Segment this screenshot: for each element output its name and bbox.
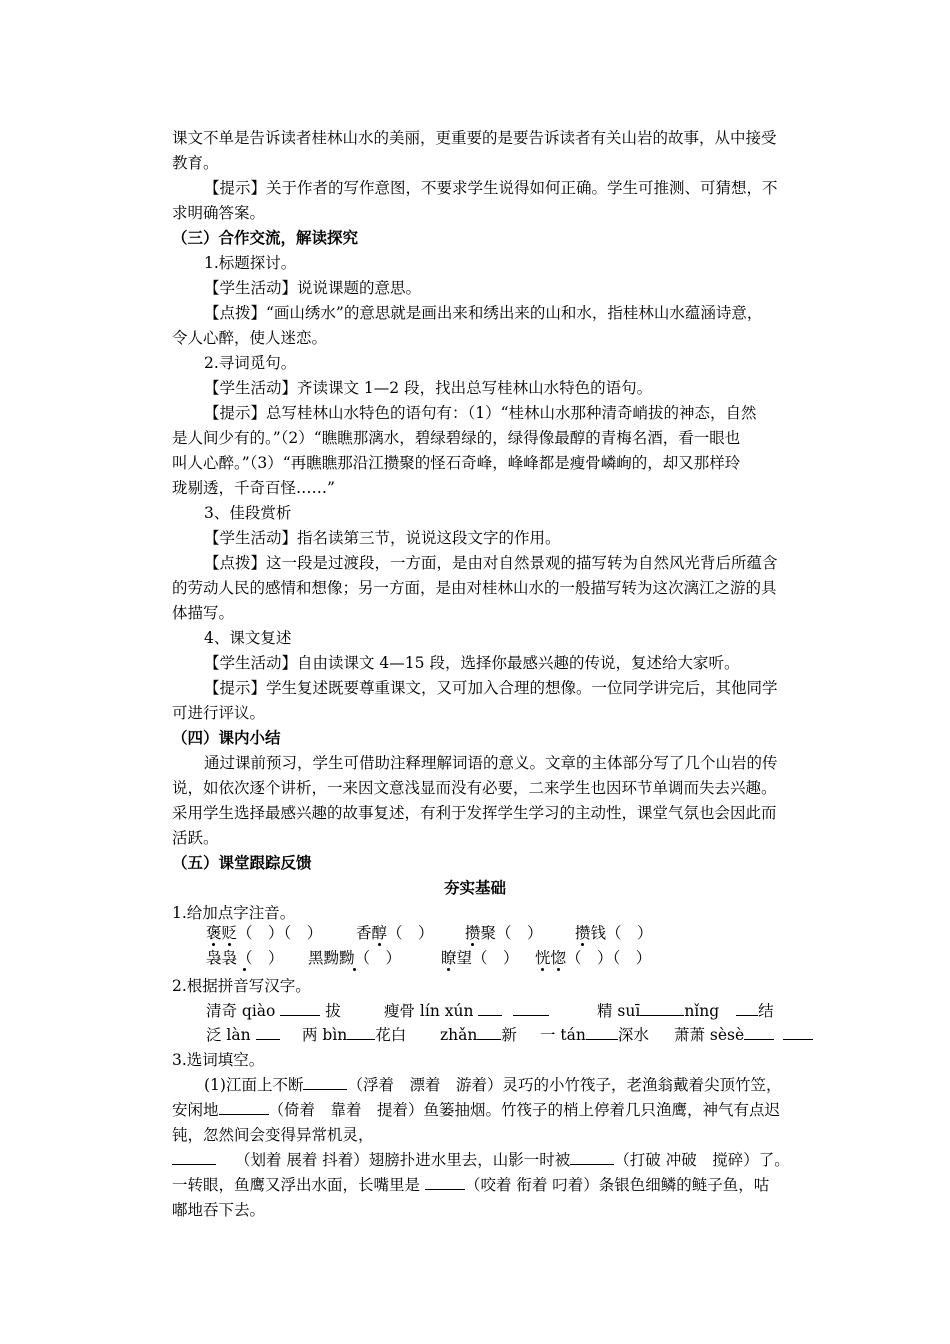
question-1-item xyxy=(206,947,284,969)
question-2-row-1: 清奇 qiào 拔 xyxy=(206,1002,341,1020)
dotted-char: 褒 xyxy=(206,924,222,942)
answer-blank[interactable] xyxy=(172,1150,216,1165)
question-2-item: zhǎn 新 xyxy=(440,1026,517,1044)
text-line: 【提示】总写桂林山水特色的语句有：（1）“桂林山水那种清奇峭拔的神态，自然 xyxy=(204,404,757,422)
text-line: 【提示】关于作者的写作意图，不要求学生说得如何正确。学生可推测、可猜想，不 xyxy=(204,179,778,197)
text-line: 嘟地吞下去。 xyxy=(172,1201,266,1219)
answer-blank[interactable] xyxy=(744,1025,774,1040)
answer-blank[interactable] xyxy=(586,1025,618,1040)
dotted-char: 攒 xyxy=(465,924,481,942)
question-1-item xyxy=(308,947,401,969)
text-line: 钝，忽然间会变得异常机灵， xyxy=(172,1126,374,1144)
answer-blank[interactable] xyxy=(513,1001,549,1016)
text-line: 是人间少有的。”（2）“瞧瞧那漓水，碧绿碧绿的，绿得像最醇的青梅名酒，看一眼也 xyxy=(172,429,741,447)
question-1-item: 恍惚（ ）（ ） xyxy=(535,949,652,967)
text-line: 2.寻词觅句。 xyxy=(204,354,297,372)
text-line: 活跃。 xyxy=(172,829,219,847)
text-line: 可进行评议。 xyxy=(172,704,266,722)
text-line: 【提示】学生复述既要尊重课文，又可加入合理的想像。一位同学讲完后，其他同学 xyxy=(204,679,778,697)
answer-blank[interactable] xyxy=(303,1075,347,1090)
question-2-item: 两 bìn 花白 xyxy=(302,1026,407,1044)
text-line: （划着 展着 抖着）翅膀扑进水里去，山影一时被 （打破 冲破 搅碎）了。 xyxy=(172,1150,790,1170)
question-1-item: 瞭望（ ） xyxy=(441,949,519,967)
question-1-row-1: 褒贬（ ）（ ） xyxy=(206,924,323,942)
text-line: 【学生活动】自由读课文 4—15 段，选择你最感兴趣的传说，复述给大家听。 xyxy=(204,654,740,672)
text-line: 一转眼，鱼鹰又浮出水面，长嘴里是 （咬着 衔着 叼着）条银色细鳞的鲢子鱼，咕 xyxy=(172,1176,770,1194)
dotted-char: 醇 xyxy=(371,924,388,942)
text-line: 说，如依次逐个讲析，一来因文意浅显而没有必要，二来学生也因环节单调而失去兴趣。 xyxy=(172,779,777,797)
question-2-item: 萧萧 sèsè xyxy=(674,1024,813,1046)
answer-blank[interactable] xyxy=(280,1001,320,1016)
dotted-char: 袅袅（ ） xyxy=(206,949,284,967)
answer-blank[interactable] xyxy=(425,1175,465,1190)
dotted-char: 惚 xyxy=(550,949,567,967)
answer-blank[interactable] xyxy=(347,1025,375,1040)
exercise-heading: 夯实基础 xyxy=(443,878,506,897)
text-line: 3、佳段赏析 xyxy=(204,504,292,522)
dotted-char: 黑黝黝（ ） xyxy=(308,949,402,967)
text-line: 4、课文复述 xyxy=(204,629,292,647)
answer-blank[interactable] xyxy=(219,1100,269,1115)
text-line: 【学生活动】指名读第三节，说说这段文字的作用。 xyxy=(204,529,561,547)
question-1-item: 攒聚（ ） xyxy=(465,924,543,942)
text-line: 【点拨】这一段是过渡段，一方面，是由对自然景观的描写转为自然风光背后所蕴含 xyxy=(204,554,778,572)
text-line: 课文不单是告诉读者桂林山水的美丽，更重要的是要告诉读者有关山岩的故事，从中接受 xyxy=(172,129,777,147)
text-line: 求明确答案。 xyxy=(172,204,266,222)
text-line: 【点拨】“画山绣水”的意思就是画出来和绣出来的山和水，指桂林山水蕴涵诗意， xyxy=(204,304,763,322)
text-line: 教育。 xyxy=(172,154,219,172)
question-2-item: 一 tán 深水 xyxy=(540,1026,649,1044)
answer-blank[interactable] xyxy=(477,1025,501,1040)
text-line: 叫人心醉。”（3）“再瞧瞧那沿江攒聚的怪石奇峰，峰峰都是瘦骨嶙峋的，却又那样玲 xyxy=(172,454,741,472)
question-1-title: 1.给加点字注音。 xyxy=(172,904,296,922)
answer-blank[interactable] xyxy=(478,1001,502,1016)
answer-blank[interactable] xyxy=(783,1025,813,1040)
question-2-title: 2.根据拼音写汉字。 xyxy=(172,977,311,995)
text-line: (1)江面上不断 （浮着 漂着 游着）灵巧的小竹筏子，老渔翁戴着尖顶竹笠， xyxy=(204,1076,782,1094)
text-line: 体描写。 xyxy=(172,604,235,622)
section-heading: （五）课堂跟踪反馈 xyxy=(172,853,312,872)
answer-blank[interactable] xyxy=(736,1001,758,1016)
dotted-char: 贬 xyxy=(221,924,238,942)
question-2-item: 精 suī nǐng 结 xyxy=(597,1002,774,1020)
text-line: 的劳动人民的感情和想像；另一方面，是由对桂林山水的一般描写转为这次漓江之游的具 xyxy=(172,579,777,597)
text-line: 珑剔透，千奇百怪……” xyxy=(172,479,335,497)
question-3-title: 3.选词填空。 xyxy=(172,1051,265,1069)
question-2-row-2: 泛 làn xyxy=(206,1024,280,1046)
answer-blank[interactable] xyxy=(640,1001,684,1016)
text-line: 采用学生选择最感兴趣的故事复述，有利于发挥学生学习的主动性，课堂气氛也会因此而 xyxy=(172,804,777,822)
text-line: 【学生活动】说说课题的意思。 xyxy=(204,279,422,297)
dotted-char: 恍 xyxy=(535,949,551,967)
text-line: 令人心醉，使人迷恋。 xyxy=(172,329,328,347)
dotted-char: 瞭 xyxy=(441,949,457,967)
section-heading: （三）合作交流，解读探究 xyxy=(172,228,359,247)
question-2-item: 瘦骨 lín xún xyxy=(384,1000,549,1022)
text-line: 安闲地 （倚着 靠着 提着）鱼篓抽烟。竹筏子的梢上停着几只渔鹰，神气有点迟 xyxy=(172,1101,781,1119)
dotted-char: 攒 xyxy=(575,924,591,942)
text-line: 1.标题探讨。 xyxy=(204,254,297,272)
text-line: 【学生活动】齐读课文 1—2 段，找出总写桂林山水特色的语句。 xyxy=(204,379,653,397)
section-heading: （四）课内小结 xyxy=(172,728,281,747)
question-1-item: 攒钱（ ） xyxy=(575,924,653,942)
question-1-item: 香醇（ ） xyxy=(356,924,434,942)
text-line: 通过课前预习，学生可借助注释理解词语的意义。文章的主体部分写了几个山岩的传 xyxy=(204,754,778,772)
answer-blank[interactable] xyxy=(570,1150,614,1165)
answer-blank[interactable] xyxy=(256,1025,280,1040)
